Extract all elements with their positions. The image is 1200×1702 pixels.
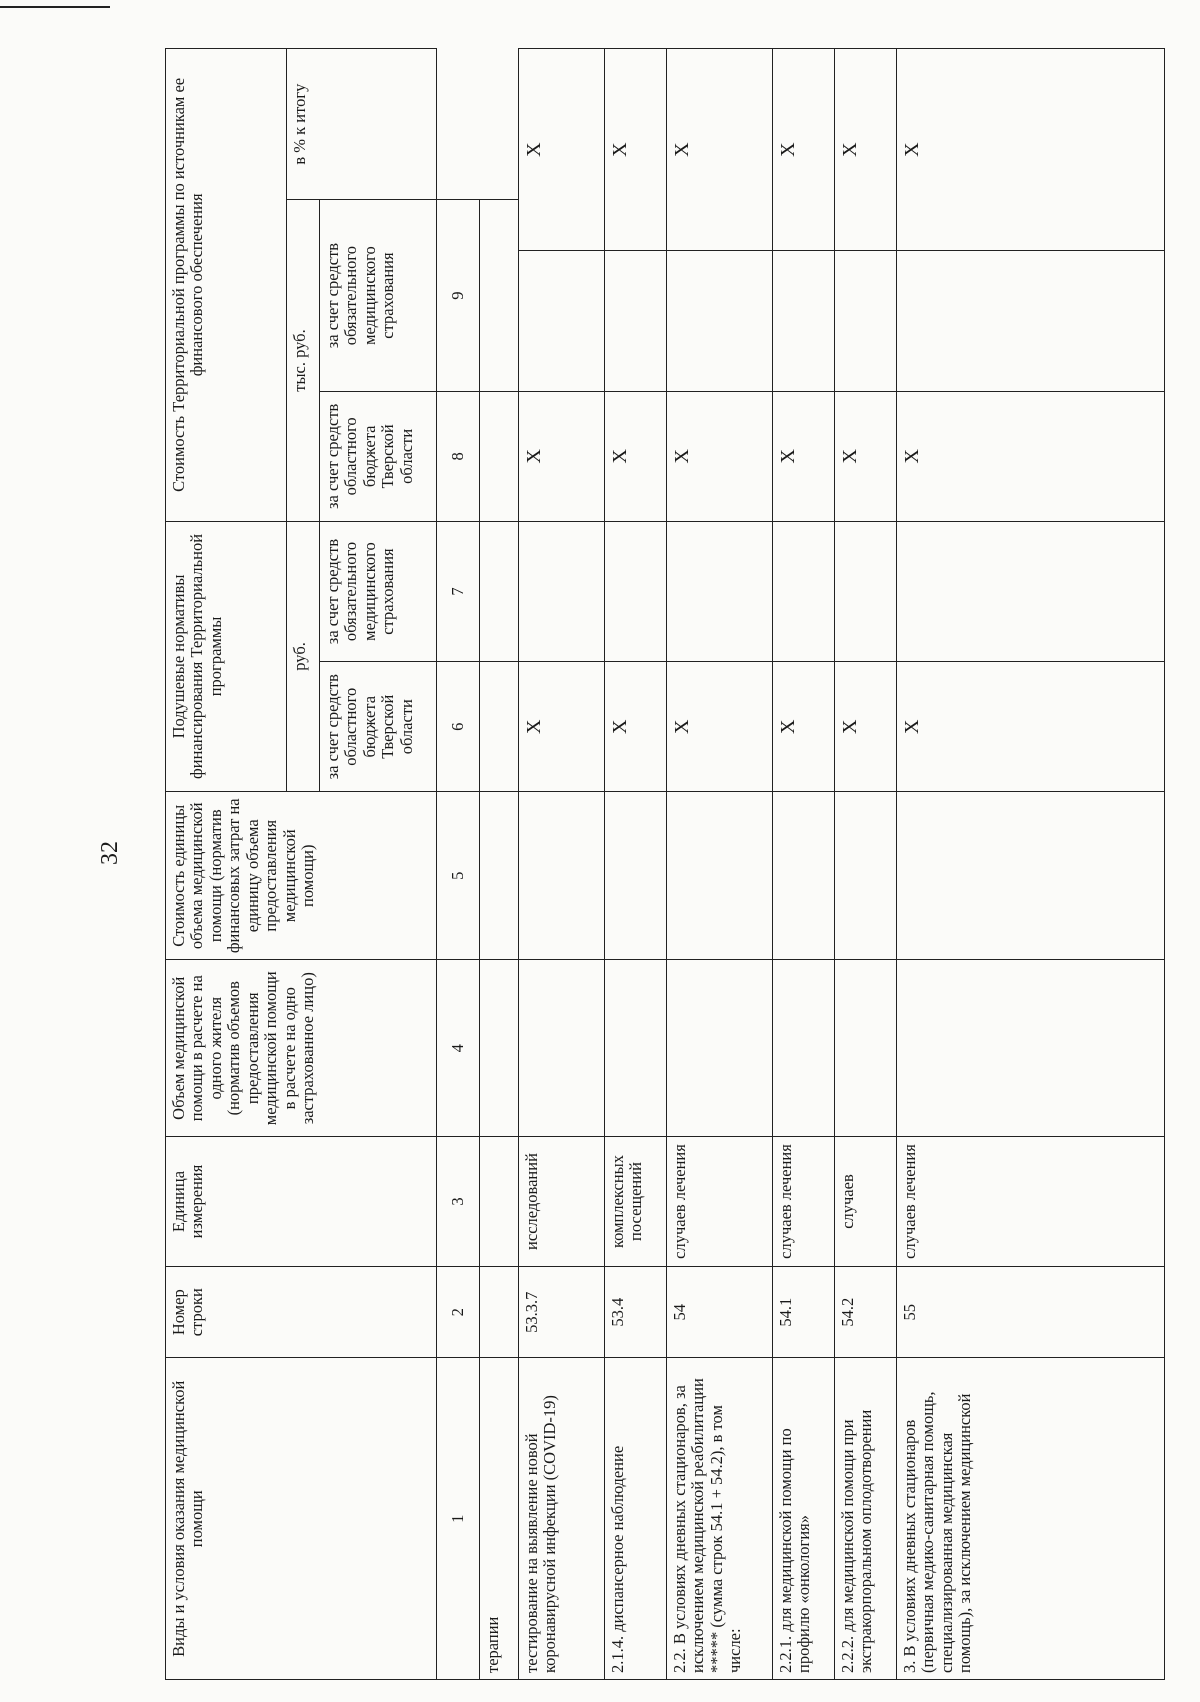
row-number: 54 (667, 1266, 773, 1358)
table-row (835, 49, 897, 1680)
table-row (605, 49, 667, 1680)
header-row-number: Номер строки (166, 1266, 437, 1358)
row-number: 53.3.7 (519, 1266, 605, 1358)
col-number: 7 (437, 521, 480, 662)
col-number: 1 (437, 1358, 480, 1680)
row-number: 55 (897, 1266, 1165, 1358)
page-number: 32 (97, 841, 123, 865)
cell-x: X (835, 662, 897, 792)
cell-x: X (605, 662, 667, 792)
header-kinds: Виды и условия оказания медицинской помощи (166, 1358, 437, 1680)
cell-x: X (519, 391, 605, 521)
header-unit-cost: Стоимость единицы объема медицинской помощи (норматив финансовых затрат на единицу объема предоставления медицинской помощи) (166, 792, 437, 960)
top-edge-line (0, 6, 110, 8)
table-row (519, 49, 605, 1680)
header-regional-rub: за счет средств областного бюджета Тверской области (320, 662, 437, 792)
row-number: 54.1 (773, 1266, 835, 1358)
row-name: 2.2.2. для медицинской помощи при экстракорпоральном оплодотворении (835, 1358, 897, 1680)
header-oms-thous: за счет средств обязательного медицинского страхования (320, 200, 437, 392)
cell-x: X (773, 49, 835, 251)
cell-x: X (519, 662, 605, 792)
row-unit: исследований (519, 1137, 605, 1267)
cell-x: X (667, 662, 773, 792)
cell-x: X (897, 662, 1165, 792)
column-number-row (437, 49, 480, 1680)
col-number: 6 (437, 662, 480, 792)
col-number: 3 (437, 1137, 480, 1267)
cell-x: X (897, 391, 1165, 521)
header-rub: руб. (287, 521, 320, 791)
row-unit: случаев лечения (897, 1137, 1165, 1267)
row-unit: комплексных посещений (605, 1137, 667, 1267)
cell-x: X (835, 49, 897, 251)
cell-x: X (897, 49, 1165, 251)
header-program-cost: Стоимость Территориальной программы по источникам ее финансового обеспечения (166, 49, 287, 522)
cell-x: X (605, 49, 667, 251)
row-name: 3. В условиях дневных стационаров (первичная медико-санитарная помощь, специализированная медицинская помощь), за исключением медицинской (897, 1358, 1165, 1680)
row-name: 2.2.1. для медицинской помощи по профилю «онкология» (773, 1358, 835, 1680)
col-number: 9 (437, 200, 480, 392)
table-row (897, 49, 1165, 1680)
table-row (667, 49, 773, 1680)
row-name: 2.2. В условиях дневных стационаров, за исключением медицинской реабилитации ***** (сумма строк 54.1 + 54.2), в том числе: (667, 1358, 773, 1680)
header-unit: Единица измерения (166, 1137, 437, 1267)
cell-x: X (773, 662, 835, 792)
row-number: 54.2 (835, 1266, 897, 1358)
row-unit: случаев лечения (773, 1137, 835, 1267)
row-name: тестирование на выявление новой коронавирусной инфекции (COVID-19) (519, 1358, 605, 1680)
cell-x: X (519, 49, 605, 251)
financing-table (165, 48, 1165, 1680)
header-oms-rub: за счет средств обязательного медицинского страхования (320, 521, 437, 662)
cell-x: X (835, 391, 897, 521)
row-number: 53.4 (605, 1266, 667, 1358)
header-per-capita: Подушевые нормативы финансирования Территориальной программы (166, 521, 287, 791)
header-regional-thous: за счет средств областного бюджета Тверской области (320, 391, 437, 521)
cell-x: X (773, 391, 835, 521)
continuation-label: терапии (480, 1358, 519, 1680)
col-number: 5 (437, 792, 480, 960)
table-row (480, 49, 519, 1680)
row-name: 2.1.4. диспансерное наблюдение (605, 1358, 667, 1680)
header-thous-rub: тыс. руб. (287, 200, 320, 521)
rotated-table-wrapper (165, 48, 1165, 1680)
cell-x: X (667, 49, 773, 251)
row-unit: случаев лечения (667, 1137, 773, 1267)
header-percent: в % к итогу (287, 49, 437, 200)
row-unit: случаев (835, 1137, 897, 1267)
cell-x: X (605, 391, 667, 521)
col-number: 2 (437, 1266, 480, 1358)
header-volume: Объем медицинской помощи в расчете на одного жителя (норматив объемов предоставления медицинской помощи в расчете на одно застрахованное лицо) (166, 960, 437, 1137)
col-number: 8 (437, 391, 480, 521)
col-number: 4 (437, 960, 480, 1137)
table-row (773, 49, 835, 1680)
cell-x: X (667, 391, 773, 521)
